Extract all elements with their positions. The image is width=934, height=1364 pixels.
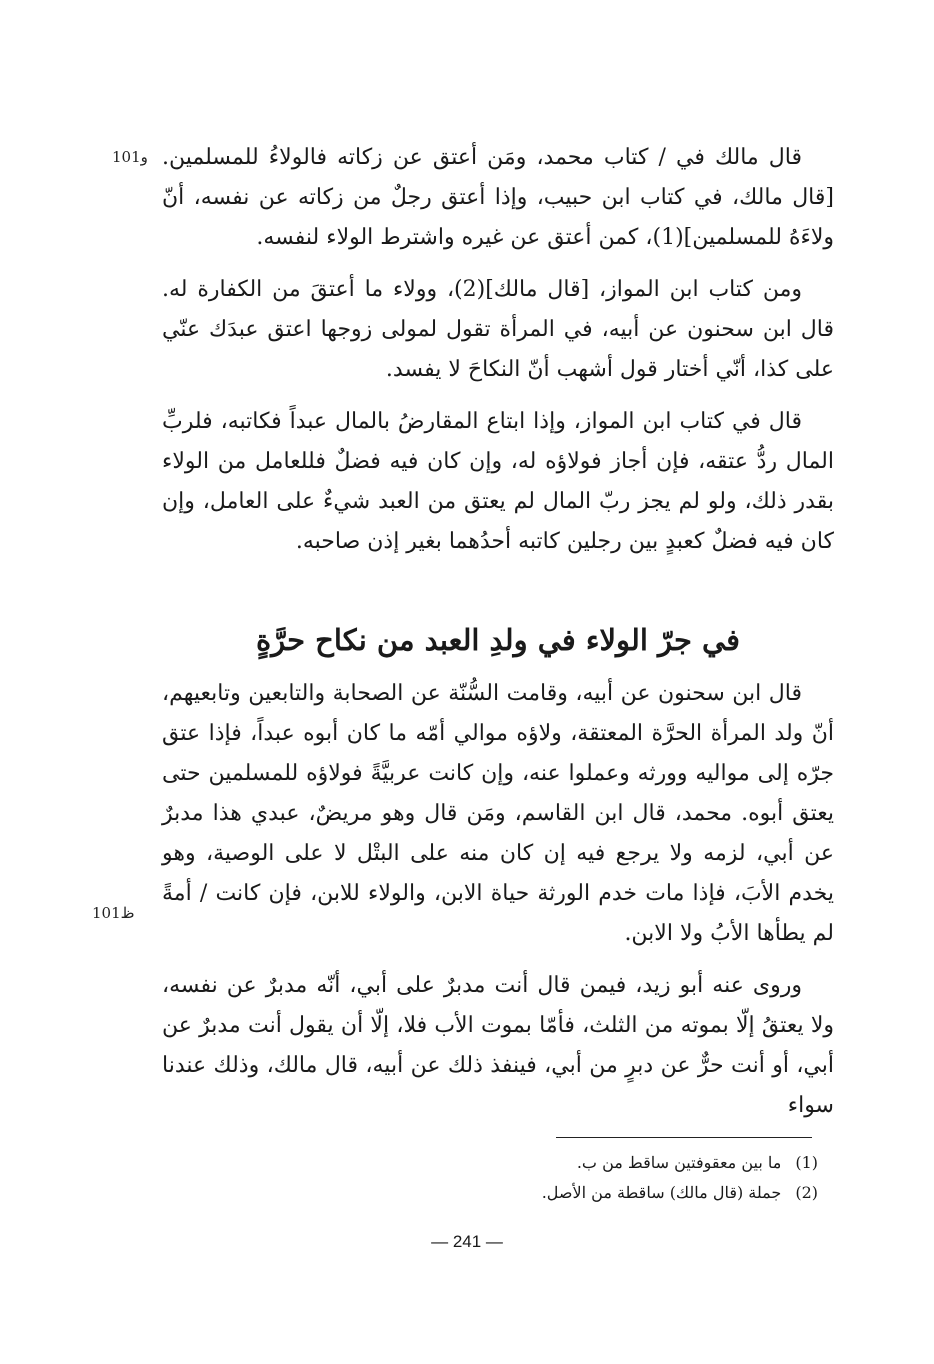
margin-note-top: 101و bbox=[112, 148, 148, 166]
footnote-text: جملة (قال مالك) ساقطة من الأصل. bbox=[541, 1183, 782, 1202]
footnote bbox=[400, 1178, 818, 1208]
footnote-number: (1) bbox=[795, 1153, 818, 1172]
section-heading: في جرّ الولاء في ولدِ العبد من نكاح حرَّةٍ bbox=[255, 623, 741, 657]
footnote-divider bbox=[556, 1137, 812, 1138]
paragraph: قال مالك في / كتاب محمد، ومَن أعتق عن زكاته فالولاءُ للمسلمين. [قال مالك، في كتاب ابن حبيب، وإذا أعتق رجلٌ من زكاته عن نفسه، أنّ ولاءَهُ للمسلمين](1)، كمن أعتق عن غيره واشترط الولاء لنفسه. bbox=[162, 145, 834, 250]
paragraph: وروى عنه أبو زيد، فيمن قال أنت مدبرٌ على أبي، أنّه مدبرٌ عن نفسه، ولا يعتقُ إلّا بموته من الثلث، فأمّا بموت الأب فلا، إلّا أن يقول أنت مدبرٌ عن أبي، أو أنت حرٌّ عن دبرٍ من أبي، فينفذ ذلك عن أبيه، قال مالك، وذلك عندنا سواء bbox=[162, 973, 834, 1118]
section-two bbox=[162, 674, 834, 1126]
page-number: — 241 — bbox=[431, 1232, 503, 1251]
paragraph: ومن كتاب ابن المواز، [قال مالك](2)، وولاء ما أعتقَ من الكفارة له. قال ابن سحنون عن أبيه، في المرأة تقول لمولى زوجها اعتق عبدَك عنّي على كذا، أنّي أختار قول أشهب أنّ النكاحَ لا يفسد. bbox=[162, 277, 834, 382]
footnote-text: ما بين معقوفتين ساقط من ب. bbox=[576, 1153, 782, 1172]
section-one bbox=[162, 138, 834, 562]
paragraph: قال في كتاب ابن المواز، وإذا ابتاع المقارضُ بالمال عبداً فكاتبه، فلربِّ المال ردُّ عتقه، فإن أجاز فولاؤه له، وإن كان فيه فضلٌ فللعامل من الولاء بقدر ذلك، ولو لم يجز ربّ المال لم يعتق من العبد شيءٌ على العامل، وإن كان فيه فضلٌ كعبدٍ بين رجلين كاتبه أحدُهما بغير إذن صاحبه. bbox=[162, 409, 834, 554]
margin-note-middle: 101ظ bbox=[92, 904, 135, 922]
footnote-number: (2) bbox=[795, 1183, 818, 1202]
footnotes bbox=[400, 1148, 818, 1208]
paragraph: قال ابن سحنون عن أبيه، وقامت السُّنّة عن الصحابة والتابعين وتابعيهم، أنّ ولد المرأة الحرَّة المعتقة، ولاؤه موالي أمّه ما كان أبوه عبداً، فإذا عتق جرّه إلى مواليه وورثه وعملوا عنه، وإن كانت عربيَّةً فولاؤه للمسلمين حتى يعتق أبوه. محمد، قال ابن القاسم، ومَن قال وهو مريضٌ، عبدي هذا مدبرٌ عن أبي، لزمه ولا يرجع فيه إن كان منه على البتْل لا على الوصية، وهو يخدم الأبَ، فإذا مات خدم الورثة حياة الابن، والولاء للابن، فإن كانت / أمةً لم يطأها الأبُ ولا الابن. bbox=[162, 681, 834, 946]
footnote bbox=[400, 1148, 818, 1178]
